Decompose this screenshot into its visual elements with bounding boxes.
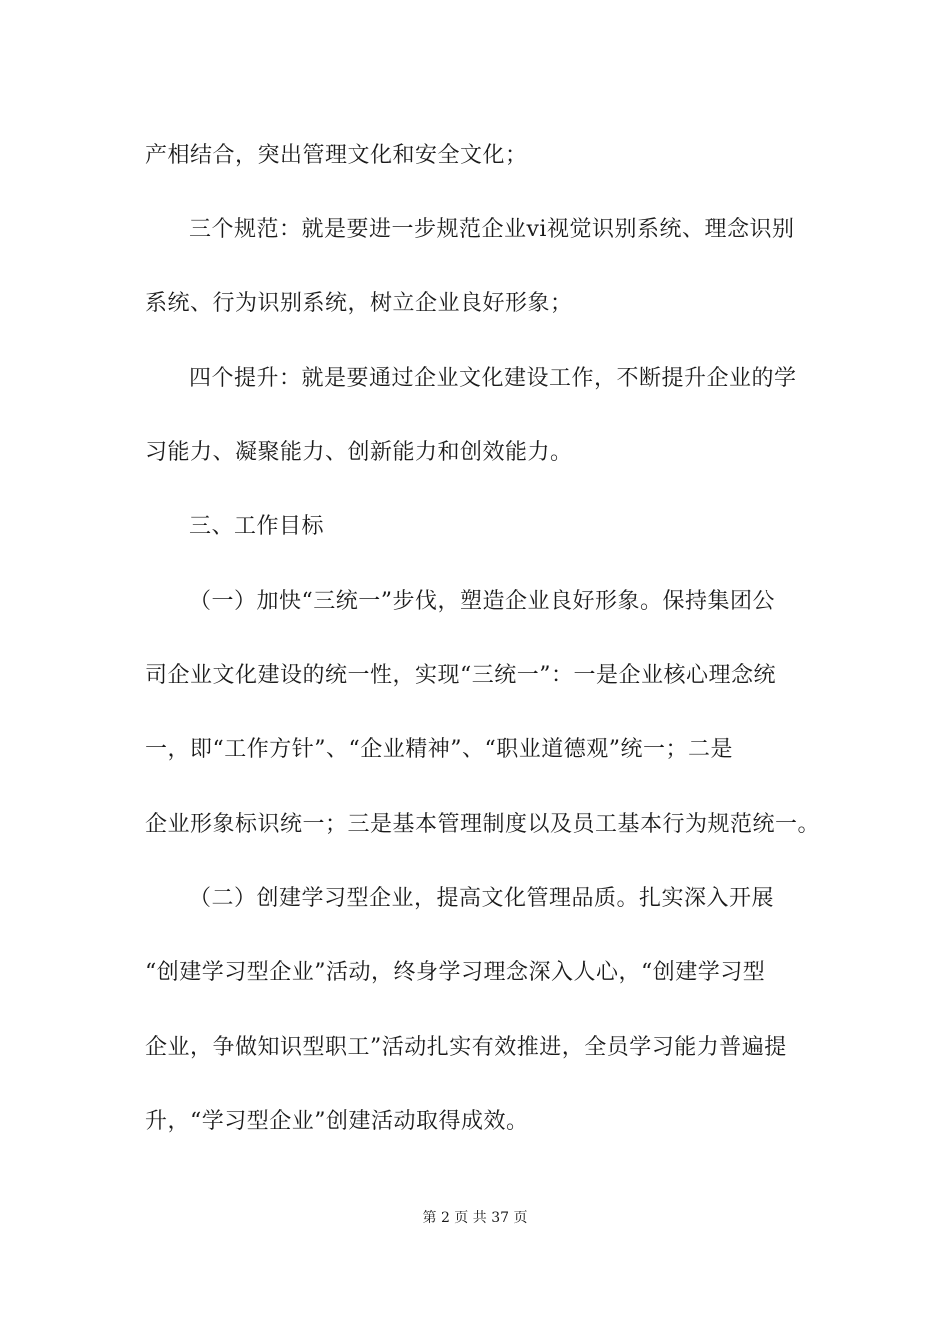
text-line: 产相结合，突出管理文化和安全文化； bbox=[145, 143, 528, 168]
section-heading: 三、工作目标 bbox=[189, 514, 325, 539]
text-line: 企业形象标识统一；三是基本管理制度以及员工基本行为规范统一。 bbox=[145, 812, 821, 837]
text-line: （二）创建学习型企业，提高文化管理品质。扎实深入开展 bbox=[189, 886, 775, 911]
text-line: 企业，争做知识型职工”活动扎实有效推进，全员学习能力普遍提 bbox=[145, 1035, 787, 1060]
text-line: 一，即“工作方针”、“企业精神”、“职业道德观”统一；二是 bbox=[145, 737, 733, 762]
page-number-footer: 第 2 页 共 37 页 bbox=[422, 1210, 528, 1226]
text-line: 升，“学习型企业”创建活动取得成效。 bbox=[145, 1109, 529, 1134]
text-line: “创建学习型企业”活动，终身学习理念深入人心，“创建学习型 bbox=[145, 960, 766, 985]
text-line: 四个提升：就是要通过企业文化建设工作，不断提升企业的学 bbox=[189, 366, 797, 391]
text-line: 三个规范：就是要进一步规范企业vi视觉识别系统、理念识别 bbox=[189, 217, 795, 242]
text-line: 系统、行为识别系统，树立企业良好形象； bbox=[145, 291, 573, 316]
text-line: 司企业文化建设的统一性，实现“三统一”：一是企业核心理念统 bbox=[145, 663, 776, 688]
text-line: 习能力、凝聚能力、创新能力和创效能力。 bbox=[145, 440, 573, 465]
text-line: （一）加快“三统一”步伐，塑造企业良好形象。保持集团公 bbox=[189, 589, 775, 614]
